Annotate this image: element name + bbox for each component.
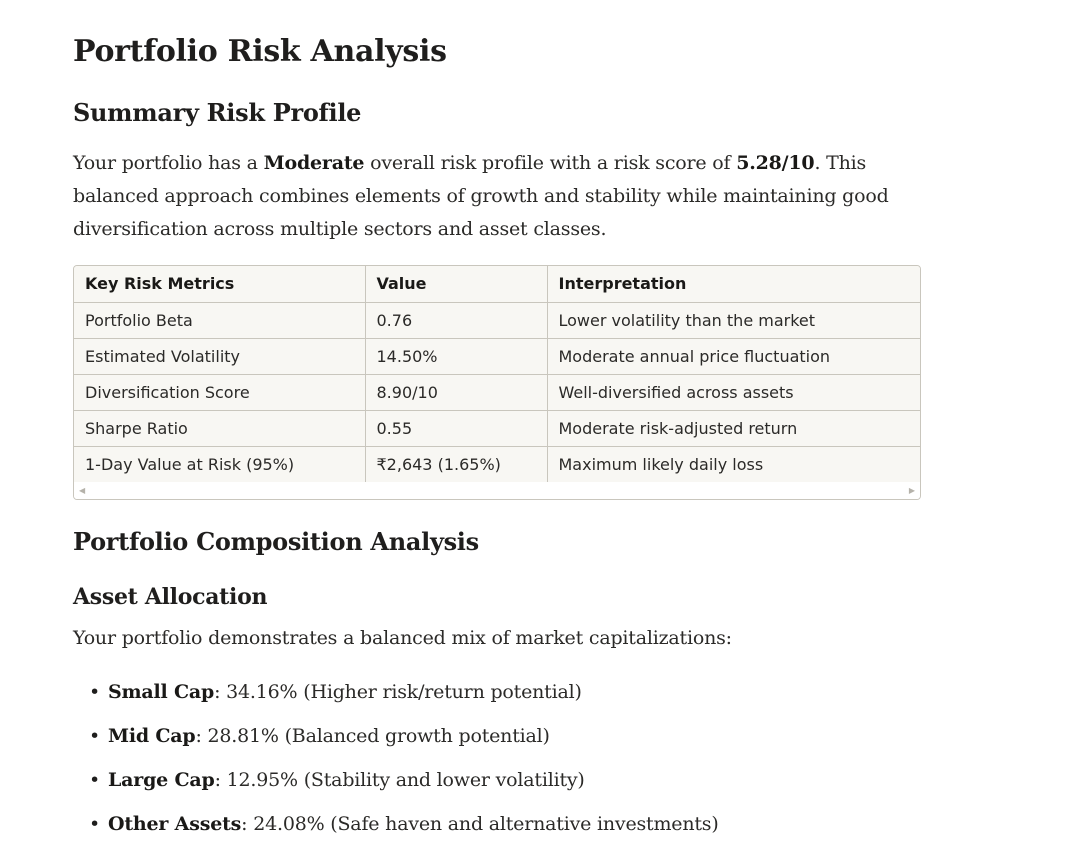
metric-interpretation: Lower volatility than the market (547, 302, 921, 338)
allocation-intro: Your portfolio demonstrates a balanced mix of market capitalizations: (73, 627, 732, 649)
table-row (74, 446, 921, 482)
chevron-right-icon[interactable]: ▶ (908, 486, 915, 495)
table-header-row (74, 266, 921, 302)
allocation-detail: : 34.16% (Higher risk/return potential) (214, 681, 582, 703)
bullet-icon: • (89, 813, 101, 835)
metric-value: 0.76 (365, 302, 547, 338)
allocation-label: Large Cap (108, 769, 215, 791)
metric-name: Sharpe Ratio (74, 410, 365, 446)
allocation-label: Small Cap (108, 681, 215, 703)
metric-value: 8.90/10 (365, 374, 547, 410)
asset-allocation-heading: Asset Allocation (73, 584, 268, 610)
metric-name: Diversification Score (74, 374, 365, 410)
metric-value: 0.55 (365, 410, 547, 446)
list-item (73, 670, 719, 714)
header-value: Value (365, 266, 547, 302)
table-row (74, 338, 921, 374)
metric-value: ₹2,643 (1.65%) (365, 446, 547, 482)
list-item (73, 714, 719, 758)
composition-heading: Portfolio Composition Analysis (73, 527, 479, 556)
metric-interpretation: Well-diversified across assets (547, 374, 921, 410)
risk-level: Moderate (263, 152, 365, 174)
bullet-icon: • (89, 681, 101, 703)
list-item (73, 758, 719, 802)
allocation-label: Other Assets (108, 813, 242, 835)
table-horizontal-scrollbar[interactable] (74, 483, 920, 499)
bullet-icon: • (89, 725, 101, 747)
allocation-detail: : 28.81% (Balanced growth potential) (195, 725, 550, 747)
table-row (74, 374, 921, 410)
risk-score: 5.28/10 (736, 152, 815, 174)
page-title: Portfolio Risk Analysis (73, 34, 447, 69)
risk-metrics-table (74, 266, 921, 482)
metric-name: 1-Day Value at Risk (95%) (74, 446, 365, 482)
table-row (74, 410, 921, 446)
header-key-risk-metrics: Key Risk Metrics (74, 266, 365, 302)
allocation-detail: : 24.08% (Safe haven and alternative investments) (241, 813, 719, 835)
metric-value: 14.50% (365, 338, 547, 374)
allocation-list (73, 670, 719, 846)
summary-text-middle: overall risk profile with a risk score of (364, 152, 737, 174)
summary-paragraph (73, 147, 933, 246)
summary-heading: Summary Risk Profile (73, 98, 362, 127)
metric-name: Portfolio Beta (74, 302, 365, 338)
summary-text-suffix: . This balanced approach combines elements of growth and stability while maintaining good diversification across multiple sectors and asset classes. (73, 152, 889, 240)
header-interpretation: Interpretation (547, 266, 921, 302)
chevron-left-icon[interactable]: ◀ (79, 486, 86, 495)
metric-interpretation: Moderate annual price fluctuation (547, 338, 921, 374)
allocation-detail: : 12.95% (Stability and lower volatility) (214, 769, 585, 791)
allocation-label: Mid Cap (108, 725, 196, 747)
list-item (73, 802, 719, 846)
table-row (74, 302, 921, 338)
metric-interpretation: Moderate risk-adjusted return (547, 410, 921, 446)
bullet-icon: • (89, 769, 101, 791)
metric-name: Estimated Volatility (74, 338, 365, 374)
metrics-table-container[interactable] (73, 265, 921, 500)
summary-text-prefix: Your portfolio has a (73, 152, 264, 174)
metric-interpretation: Maximum likely daily loss (547, 446, 921, 482)
